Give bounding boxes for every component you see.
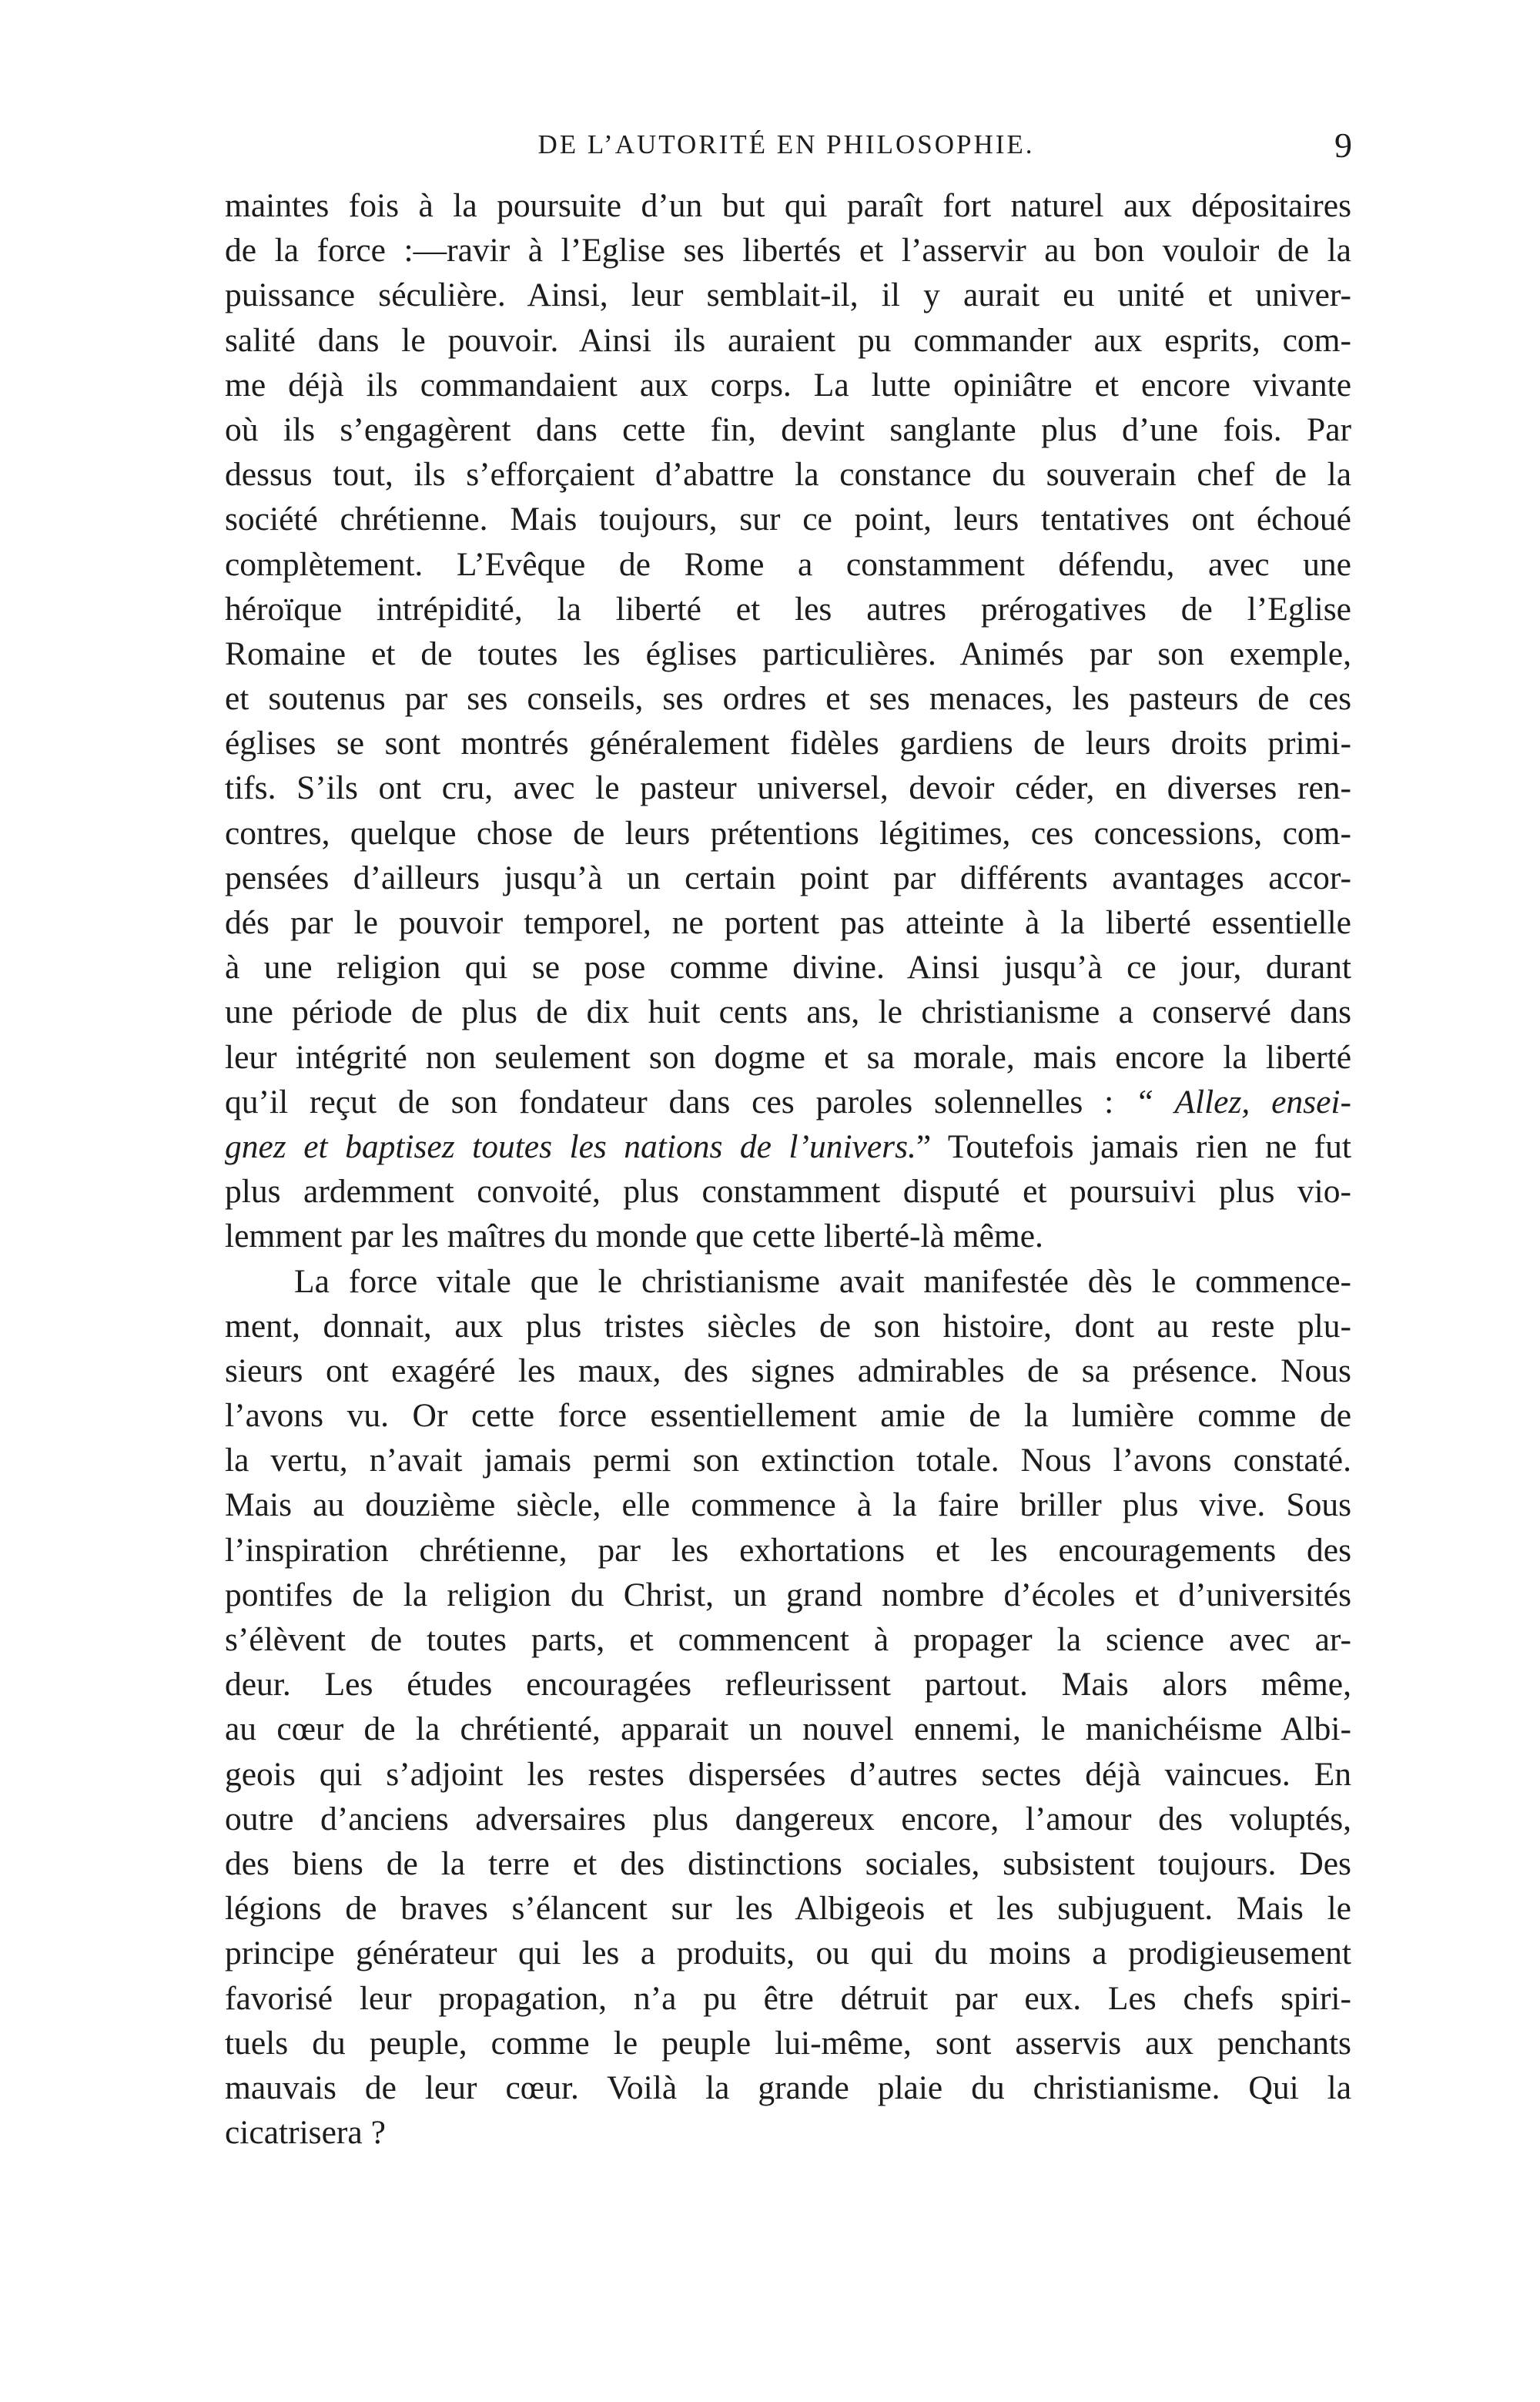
body-text — [225, 183, 1351, 2155]
text-line: Mais au douzième siècle, elle commence à la faire briller plus vive. Sous — [225, 1486, 1351, 1524]
text-line: tuels du peuple, comme le peuple lui-même, sont asservis aux penchants — [225, 2024, 1351, 2062]
text-line: Romaine et de toutes les églises particulières. Animés par son exemple, — [225, 635, 1351, 672]
text-line: leur intégrité non seulement son dogme et sa morale, mais encore la liberté — [225, 1038, 1351, 1076]
text-line: de la force :—ravir à l’Eglise ses libertés et l’asservir au bon vouloir de la — [225, 232, 1351, 270]
text-line: ment, donnait, aux plus tristes siècles de son histoire, dont au reste plu- — [225, 1307, 1351, 1345]
paragraph-1 — [225, 183, 1351, 1259]
text-line: mauvais de leur cœur. Voilà la grande plaie du christianisme. Qui la — [225, 2069, 1351, 2106]
text-line: salité dans le pouvoir. Ainsi ils auraient pu commander aux esprits, com- — [225, 321, 1351, 359]
text-line: églises se sont montrés généralement fidèles gardiens de leurs droits primi- — [225, 725, 1351, 762]
text-line: cicatrisera ? — [225, 2114, 386, 2152]
text-line: s’élèvent de toutes parts, et commencent à propager la science avec ar- — [225, 1621, 1351, 1658]
quote-italic-start: “ Allez, ensei- — [1135, 1083, 1351, 1121]
running-head — [220, 126, 1352, 176]
text-line: maintes fois à la poursuite d’un but qui paraît fort naturel aux dépositaires — [225, 187, 1351, 224]
text-line: complètement. L’Evêque de Rome a constamment défendu, avec une — [225, 545, 1351, 583]
text-line: une période de plus de dix huit cents ans, le christianisme a conservé dans — [225, 993, 1351, 1031]
text-line: deur. Les études encouragées refleurissent partout. Mais alors même, — [225, 1666, 1351, 1704]
text-line: lemment par les maîtres du monde que cette liberté-là même. — [225, 1218, 1043, 1255]
text-line: outre d’anciens adversaires plus dangereux encore, l’amour des voluptés, — [225, 1800, 1351, 1838]
text-line: et soutenus par ses conseils, ses ordres et ses menaces, les pasteurs de ces — [225, 680, 1351, 718]
running-title: DE L’AUTORITÉ EN PHILOSOPHIE. — [537, 129, 1035, 159]
paragraph-2 — [225, 1259, 1351, 2156]
text-line: pontifes de la religion du Christ, un grand nombre d’écoles et d’universités — [225, 1576, 1351, 1613]
text-line: puissance séculière. Ainsi, leur semblait-il, il y aurait eu unité et univer- — [225, 276, 1351, 314]
text-line: la vertu, n’avait jamais permi son extinction totale. Nous l’avons constaté. — [225, 1442, 1351, 1479]
text-line: héroïque intrépidité, la liberté et les autres prérogatives de l’Eglise — [225, 590, 1351, 628]
text-line: à une religion qui se pose comme divine. Ainsi jusqu’à ce jour, durant — [225, 949, 1351, 987]
text-line: au cœur de la chrétienté, apparait un nouvel ennemi, le manichéisme Albi- — [225, 1710, 1351, 1748]
quote-italic: gnez et baptisez toutes les nations de l’univers. — [225, 1127, 916, 1165]
text-line: favorisé leur propagation, n’a pu être détruit par eux. Les chefs spiri- — [225, 1979, 1351, 2017]
text-line-with-quote — [225, 1080, 1351, 1124]
text-line: pensées d’ailleurs jusqu’à un certain point par différents avantages accor- — [225, 859, 1351, 896]
text-line: légions de braves s’élancent sur les Albigeois et les subjuguent. Mais le — [225, 1890, 1351, 1928]
text-line: me déjà ils commandaient aux corps. La lutte opiniâtre et encore vivante — [225, 366, 1351, 404]
text-line: plus ardemment convoité, plus constamment disputé et poursuivi plus vio- — [225, 1173, 1351, 1211]
text-line: principe générateur qui les a produits, ou qui du moins a prodigieusement — [225, 1935, 1351, 1972]
quote-lead-text: qu’il reçut de son fondateur dans ces paroles solennelles : — [225, 1083, 1114, 1121]
text-line: tifs. S’ils ont cru, avec le pasteur universel, devoir céder, en diverses ren- — [225, 769, 1351, 807]
text-line-with-quote — [225, 1124, 1351, 1169]
text-line: l’avons vu. Or cette force essentiellement amie de la lumière comme de — [225, 1397, 1351, 1435]
text-line: sieurs ont exagéré les maux, des signes admirables de sa présence. Nous — [225, 1352, 1351, 1389]
quote-tail-text: ” Toutefois jamais rien ne fut — [916, 1127, 1351, 1165]
page-number: 9 — [1334, 126, 1352, 165]
text-line: dés par le pouvoir temporel, ne portent pas atteinte à la liberté essentielle — [225, 904, 1351, 941]
text-line: dessus tout, ils s’efforçaient d’abattre la constance du souverain chef de la — [225, 456, 1351, 494]
text-line: où ils s’engagèrent dans cette fin, devint sanglante plus d’une fois. Par — [225, 410, 1351, 448]
text-line: contres, quelque chose de leurs prétentions légitimes, ces concessions, com- — [225, 814, 1351, 852]
text-line: l’inspiration chrétienne, par les exhortations et les encouragements des — [225, 1531, 1351, 1569]
text-line: La force vitale que le christianisme avait manifestée dès le commence- — [294, 1262, 1351, 1300]
text-line: geois qui s’adjoint les restes dispersées d’autres sectes déjà vaincues. En — [225, 1755, 1351, 1793]
text-line: des biens de la terre et des distinctions sociales, subsistent toujours. Des — [225, 1844, 1351, 1882]
text-line: société chrétienne. Mais toujours, sur ce point, leurs tentatives ont échoué — [225, 501, 1351, 538]
